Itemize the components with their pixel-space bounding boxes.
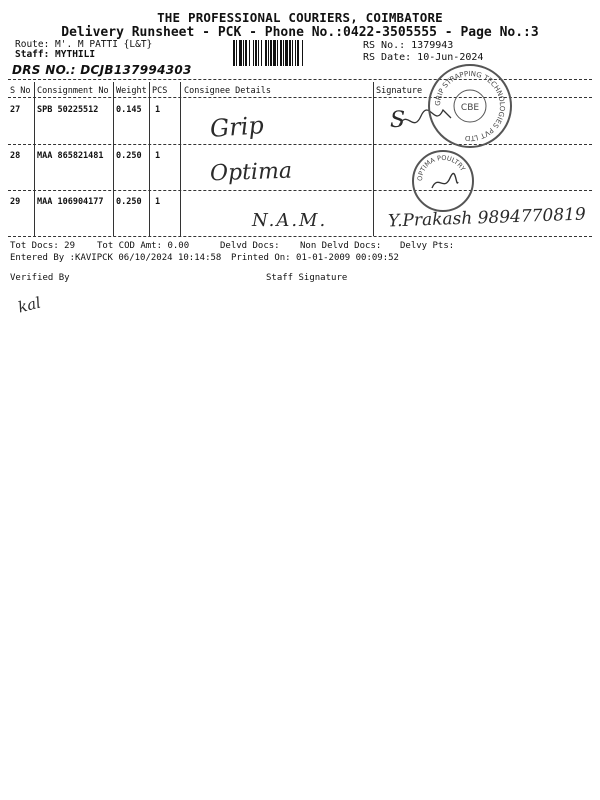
- stamp-grip-center: CBE: [460, 103, 480, 113]
- row-pcs: 1: [155, 197, 161, 207]
- total-docs: Tot Docs: 29: [10, 241, 76, 251]
- entered-by: Entered By :KAVIPCK 06/10/2024 10:14:58: [10, 253, 222, 263]
- company-stamp-grip: [428, 64, 512, 148]
- delivery-points: Delvy Pts:: [400, 241, 455, 251]
- col-pcs-header: PCS: [152, 86, 168, 96]
- drs-number: DRS NO.: DCJB137994303: [12, 63, 192, 77]
- company-stamp-optima: [412, 150, 474, 212]
- route-label: Route: M'. M PATTI {L&T}: [15, 39, 153, 50]
- col-weight-header: Weight: [116, 86, 147, 96]
- column-divider: [180, 82, 181, 236]
- row-consignment: MAA 106904177: [37, 197, 104, 207]
- non-delivered-docs: Non Delvd Docs:: [300, 241, 382, 251]
- delivered-docs: Delvd Docs:: [220, 241, 280, 251]
- row-pcs: 1: [155, 151, 161, 161]
- consignee-handwriting: Grip: [209, 111, 265, 143]
- row-consignment: MAA 865821481: [37, 151, 104, 161]
- staff-signature-label: Staff Signature: [266, 273, 348, 283]
- row-sno: 29: [10, 197, 21, 207]
- barcode: [233, 40, 353, 66]
- svg-text:OPTIMA POULTRY: [416, 154, 467, 181]
- document-title: THE PROFESSIONAL COURIERS, COIMBATORE: [157, 10, 443, 25]
- column-divider: [34, 82, 35, 236]
- signature-handwriting: Y.Prakash 9894770819: [387, 204, 587, 232]
- document-subtitle: Delivery Runsheet - PCK - Phone No.:0422-3505555 - Page No.:3: [61, 25, 539, 40]
- printed-on: Printed On: 01-01-2009 00:09:52: [231, 253, 399, 263]
- stamp-grip-ring-text: GRIP STRAPPING TECHNOLOGIES PVT LTD: [433, 69, 507, 143]
- staff-label: Staff: MYTHILI: [15, 49, 96, 60]
- col-sno-header: S No: [10, 86, 31, 96]
- row-pcs: 1: [155, 105, 161, 115]
- row-weight: 0.250: [116, 197, 142, 207]
- col-consignee-header: Consignee Details: [184, 86, 271, 96]
- consignee-handwriting: N.A.M.: [252, 210, 328, 231]
- rs-date: RS Date: 10-Jun-2024: [363, 52, 484, 63]
- consignee-handwriting: Optima: [209, 158, 293, 187]
- row-weight: 0.250: [116, 151, 142, 161]
- row-sno: 28: [10, 151, 21, 161]
- row-sno: 27: [10, 105, 21, 115]
- total-cod-amount: Tot COD Amt: 0.00: [97, 241, 190, 251]
- row-weight: 0.145: [116, 105, 142, 115]
- column-divider: [373, 82, 374, 236]
- row-consignment: SPB 50225512: [37, 105, 99, 115]
- signature-handwriting: S: [390, 108, 406, 133]
- stamp-optima-ring-text: OPTIMA POULTRY: [415, 153, 467, 182]
- row-divider: [8, 190, 592, 191]
- col-consignment-header: Consignment No: [37, 86, 109, 96]
- col-signature-header: Signature: [376, 86, 423, 96]
- verifier-initials: kal: [16, 293, 43, 317]
- verified-by-label: Verified By: [10, 273, 70, 283]
- rs-number: RS No.: 1379943: [363, 40, 454, 51]
- column-divider: [149, 82, 150, 236]
- table-bottom-rule: [8, 236, 592, 237]
- column-divider: [113, 82, 114, 236]
